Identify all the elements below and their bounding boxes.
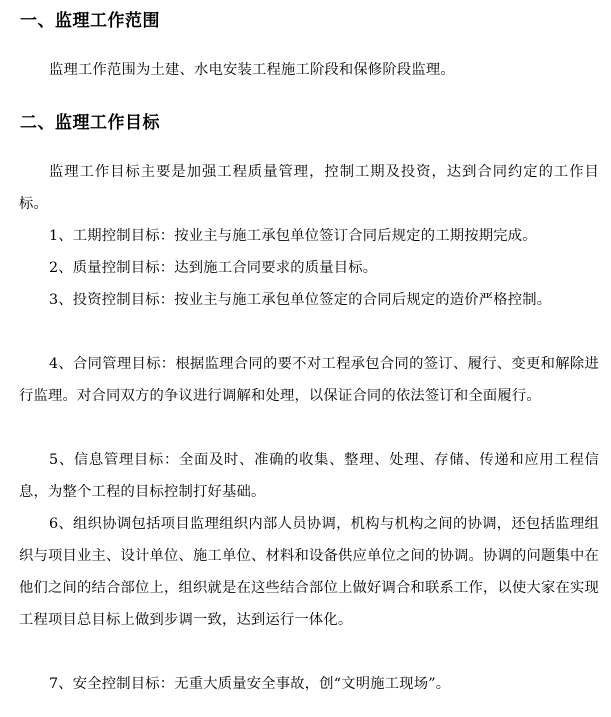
paragraph-goal-coordination: 6、组织协调包括项目监理组织内部人员协调，机构与机构之间的协调，还包括监理组织与项目业主、设计单位、施工单位、材料和设备供应单位之间的协调。协调的问题集中在他们之间的结合部位上，组织就是在这些结合部位上做好调合和联系工作，以使大家在实现工程项目总目标上做到步调一致，达到运行一体化。 — [19, 516, 599, 628]
section-heading-scope: 一、监理工作范围 — [20, 11, 160, 31]
paragraph-goal-quality: 2、质量控制目标：达到施工合同要求的质量目标。 — [49, 260, 378, 276]
paragraph-goal-investment: 3、投资控制目标：按业主与施工承包单位签定的合同后规定的造价严格控制。 — [49, 292, 552, 308]
paragraph-scope: 监理工作范围为土建、水电安装工程施工阶段和保修阶段监理。 — [49, 62, 455, 78]
paragraph-goal-information: 5、信息管理目标：全面及时、准确的收集、整理、处理、存储、传递和应用工程信息，为整个工程的目标控制打好基础。 — [19, 452, 599, 500]
paragraph-goal-schedule: 1、工期控制目标：按业主与施工承包单位签订合同后规定的工期按期完成。 — [49, 228, 537, 244]
paragraph-goal-contract: 4、合同管理目标：根据监理合同的要不对工程承包合同的签订、履行、变更和解除进行监理。对合同双方的争议进行调解和处理，以保证合同的依法签订和全面履行。 — [19, 356, 599, 404]
section-heading-goals: 二、监理工作目标 — [20, 113, 160, 133]
paragraph-goal-safety: 7、安全控制目标：无重大质量安全事故，创“文明施工现场”。 — [49, 676, 451, 692]
paragraph-goals-intro: 监理工作目标主要是加强工程质量管理，控制工期及投资，达到合同约定的工作目标。 — [19, 164, 599, 212]
